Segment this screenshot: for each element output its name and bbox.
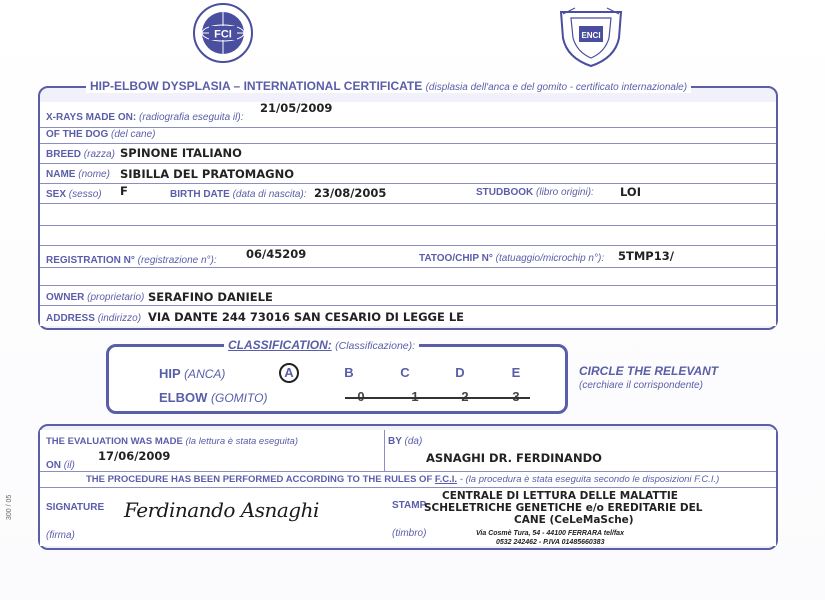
enci-logo — [553, 4, 629, 68]
row-address: ADDRESS (indirizzo) VIA DANTE 244 73016 SAN CESARIO DI LEGGE LE — [40, 306, 776, 326]
row-registration: REGISTRATION N° (registrazione n°): 06/45209 TATOO/CHIP N° (tatuaggio/microchip n°): 5TMP13/ — [40, 246, 776, 268]
row-blank-1 — [40, 204, 776, 226]
row-owner: OWNER (proprietario) SERAFINO DANIELE — [40, 286, 776, 306]
stamp-line-5: 0532 242462 - P.IVA 01485660383 — [496, 539, 605, 546]
elbow-strike-line — [345, 397, 530, 399]
breed-value: SPINONE ITALIANO — [120, 146, 242, 160]
stamp-line-1: CENTRALE DI LETTURA DELLE MALATTIE — [442, 490, 678, 502]
circle-note-it: (cerchiare il corrispondente) — [579, 380, 703, 391]
studbook-value: LOI — [620, 185, 641, 199]
stamp-line-3: CANE (CeLeMaSche) — [514, 514, 634, 526]
svg-text:ENCI: ENCI — [581, 31, 601, 40]
svg-text:FCI: FCI — [214, 28, 232, 41]
registration-value: 06/45209 — [246, 247, 307, 261]
stamp-line-2: SCHELETRICHE GENETICHE e/o EREDITARIE DEL — [424, 502, 703, 514]
owner-value: SERAFINO DANIELE — [148, 290, 273, 304]
row-breed: BREED (razza) SPINONE ITALIANO — [40, 144, 776, 164]
hip-grade-a: A — [284, 365, 294, 380]
hip-grade-c: C — [400, 365, 410, 380]
row-evaluation: THE EVALUATION WAS MADE (la lettura è stata eseguita) 17/06/2009 ON (il) BY (da) ASNAGHI DR. FERDINANDO — [40, 430, 776, 472]
row-blank-3 — [40, 268, 776, 286]
xrays-date-value: 21/05/2009 — [260, 101, 333, 115]
classification-box — [106, 338, 568, 414]
sex-value: F — [120, 184, 128, 198]
row-sex-birth: SEX (sesso) F BIRTH DATE (data di nascita): 23/08/2005 STUDBOOK (libro origini): LOI — [40, 184, 776, 204]
chip-value: 5TMP13/ — [618, 249, 674, 263]
evaluation-divider — [384, 430, 385, 472]
evaluation-date-value: 17/06/2009 — [98, 449, 171, 463]
classification-title: CLASSIFICATION: (Classificazione): — [224, 338, 419, 352]
row-dog: OF THE DOG (del cane) — [40, 128, 776, 144]
certificate-title: HIP-ELBOW DYSPLASIA – INTERNATIONAL CERTIFICATE (displasia dell'anca e del gomito - certificato internazionale) — [86, 79, 691, 93]
row-name: NAME (nome) SIBILLA DEL PRATOMAGNO — [40, 164, 776, 184]
row-xrays: X-RAYS MADE ON: (radiografia eseguita il): 21/05/2009 — [40, 102, 776, 128]
row-procedure: THE PROCEDURE HAS BEEN PERFORMED ACCORDING TO THE RULES OF F.C.I. - (la procedura è stata eseguita secondo le disposizioni F.C.I.) — [40, 472, 776, 488]
address-value: VIA DANTE 244 73016 SAN CESARIO DI LEGGE LE — [148, 310, 465, 324]
row-blank-2 — [40, 226, 776, 246]
form-code: 300 / 05 — [6, 494, 13, 520]
birth-date-value: 23/08/2005 — [314, 186, 387, 200]
fci-logo — [192, 2, 254, 64]
stamp-line-4: Via Cosmè Tura, 54 - 44100 FERRARA tel/fax — [476, 530, 624, 537]
signature: Ferdinando Asnaghi — [124, 498, 319, 522]
evaluator-value: ASNAGHI DR. FERDINANDO — [426, 451, 602, 465]
hip-label: HIP (ANCA) — [159, 366, 226, 381]
dog-data-box — [38, 79, 778, 330]
hip-grade-e: E — [511, 365, 521, 380]
hip-grade-b: B — [344, 365, 354, 380]
hip-grade-d: D — [455, 365, 465, 380]
evaluation-box — [38, 424, 778, 550]
circle-note: CIRCLE THE RELEVANT — [579, 364, 719, 378]
dog-name-value: SIBILLA DEL PRATOMAGNO — [120, 167, 294, 181]
row-signature: SIGNATURE (firma) Ferdinando Asnaghi STAMP (timbro) CENTRALE DI LETTURA DELLE MALATTIE SCHELETRICHE GENETICHE e/o EREDITARIE DEL CANE (CeLeMaSche) Via Cosmè Tura, 54 - 44100 FERRARA tel/fax 0532 242462 - P.IVA 01485660383 — [40, 488, 776, 546]
elbow-label: ELBOW (GOMITO) — [159, 390, 268, 405]
